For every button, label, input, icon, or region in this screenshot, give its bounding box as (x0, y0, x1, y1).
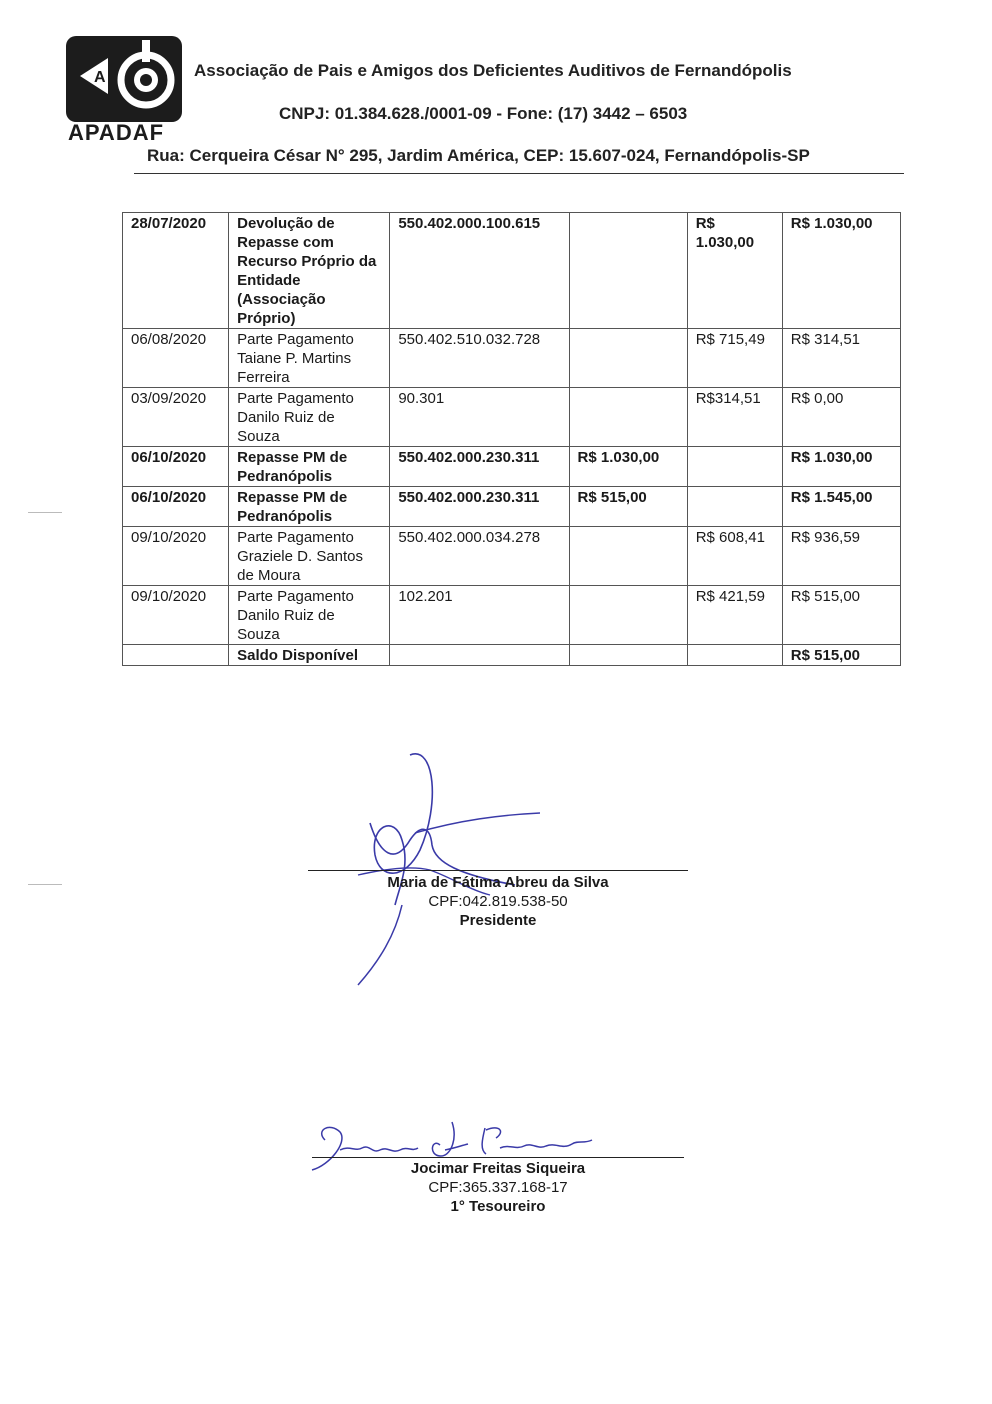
president-signature-block (308, 873, 688, 930)
apadaf-logo (66, 36, 184, 144)
debit-cell (687, 487, 782, 527)
treasurer-name: Jocimar Freitas Siqueira (410, 1160, 586, 1177)
credit-cell (569, 586, 687, 645)
date-cell: 28/07/2020 (123, 213, 229, 329)
description-cell: Parte Pagamento Taiane P. Martins Ferreira (229, 329, 390, 388)
president-signature-line (308, 870, 688, 871)
debit-cell: R$ 608,41 (687, 527, 782, 586)
total-label: Saldo Disponível (229, 645, 390, 666)
document-cell: 90.301 (390, 388, 569, 447)
debit-cell (687, 447, 782, 487)
document-cell: 550.402.000.100.615 (390, 213, 569, 329)
header-divider (134, 173, 904, 174)
balance-cell: R$ 1.545,00 (782, 487, 900, 527)
credit-cell (569, 388, 687, 447)
debit-cell: R$ 715,49 (687, 329, 782, 388)
description-cell: Repasse PM de Pedranópolis (229, 487, 390, 527)
description-cell: Devolução de Repasse com Recurso Próprio da Entidade (Associação Próprio) (229, 213, 390, 329)
empty-cell (687, 645, 782, 666)
empty-cell (123, 645, 229, 666)
debit-cell: R$ 1.030,00 (687, 213, 782, 329)
credit-cell: R$ 1.030,00 (569, 447, 687, 487)
date-cell: 06/08/2020 (123, 329, 229, 388)
table-row (123, 213, 901, 329)
ear-emblem-icon (66, 36, 182, 122)
table-row (123, 527, 901, 586)
date-cell: 06/10/2020 (123, 447, 229, 487)
cnpj-phone-line: CNPJ: 01.384.628./0001-09 - Fone: (17) 3442 – 6503 (279, 104, 688, 123)
credit-cell: R$ 515,00 (569, 487, 687, 527)
table-row (123, 447, 901, 487)
ledger-table (122, 212, 901, 666)
debit-cell: R$ 421,59 (687, 586, 782, 645)
empty-cell (390, 645, 569, 666)
credit-cell (569, 213, 687, 329)
description-cell: Parte Pagamento Danilo Ruiz de Souza (229, 388, 390, 447)
logo-letter: A (94, 69, 106, 86)
balance-cell: R$ 0,00 (782, 388, 900, 447)
balance-cell: R$ 1.030,00 (782, 447, 900, 487)
balance-cell: R$ 314,51 (782, 329, 900, 388)
date-cell: 06/10/2020 (123, 487, 229, 527)
president-handwritten-signature (340, 745, 560, 990)
document-cell: 550.402.510.032.728 (390, 329, 569, 388)
date-cell: 09/10/2020 (123, 586, 229, 645)
document-cell: 550.402.000.230.311 (390, 447, 569, 487)
treasurer-cpf: CPF:365.337.168-17 (428, 1179, 568, 1196)
president-role: Presidente (459, 912, 537, 929)
document-cell: 550.402.000.230.311 (390, 487, 569, 527)
total-row (123, 645, 901, 666)
total-balance: R$ 515,00 (782, 645, 900, 666)
organization-name: Associação de Pais e Amigos dos Deficientes Auditivos de Fernandópolis (194, 61, 792, 80)
credit-cell (569, 329, 687, 388)
treasurer-role: 1° Tesoureiro (450, 1198, 546, 1215)
logo-wordmark: APADAF (68, 120, 165, 145)
table-row (123, 586, 901, 645)
date-cell: 09/10/2020 (123, 527, 229, 586)
margin-mark (28, 512, 62, 513)
logo-emblem (66, 36, 182, 122)
description-cell: Parte Pagamento Graziele D. Santos de Moura (229, 527, 390, 586)
debit-cell: R$314,51 (687, 388, 782, 447)
empty-cell (569, 645, 687, 666)
description-cell: Repasse PM de Pedranópolis (229, 447, 390, 487)
margin-mark (28, 884, 62, 885)
balance-cell: R$ 1.030,00 (782, 213, 900, 329)
document-cell: 102.201 (390, 586, 569, 645)
address-line: Rua: Cerqueira César N° 295, Jardim América, CEP: 15.607-024, Fernandópolis-SP (147, 146, 810, 165)
president-cpf: CPF:042.819.538-50 (428, 893, 568, 910)
balance-cell: R$ 515,00 (782, 586, 900, 645)
table-row (123, 487, 901, 527)
balance-cell: R$ 936,59 (782, 527, 900, 586)
treasurer-signature-line (312, 1157, 684, 1158)
treasurer-signature-block (312, 1159, 684, 1216)
credit-cell (569, 527, 687, 586)
description-cell: Parte Pagamento Danilo Ruiz de Souza (229, 586, 390, 645)
date-cell: 03/09/2020 (123, 388, 229, 447)
table-row (123, 329, 901, 388)
document-cell: 550.402.000.034.278 (390, 527, 569, 586)
president-name: Maria de Fátima Abreu da Silva (387, 874, 609, 891)
table-row (123, 388, 901, 447)
